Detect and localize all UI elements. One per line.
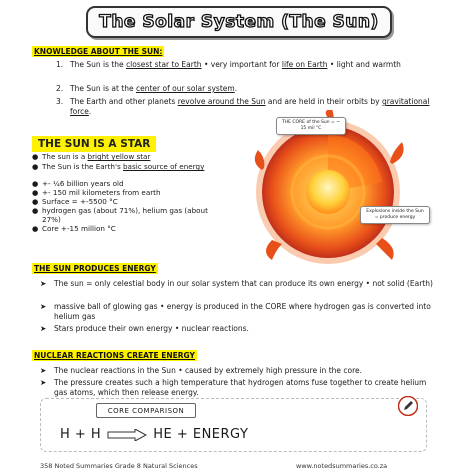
produces-item-text: massive ball of glowing gas • energy is produced in the CORE where hydrogen gas is converted into helium gas xyxy=(54,302,431,321)
bullet-icon: ● xyxy=(32,197,39,206)
nuclear-item-text: The nuclear reactions in the Sun • caused by extremely high pressure in the core. xyxy=(54,366,363,375)
yields-arrow-icon xyxy=(107,429,147,441)
text-run: The sun is a xyxy=(42,152,88,161)
core-temperature-callout: THE CORE of the Sun = ~ 15 mil °C xyxy=(276,117,346,135)
sun-core xyxy=(306,170,350,214)
footer-website: www.notedsummaries.co.za xyxy=(296,462,388,470)
bullet-text: hydrogen gas (about 71%), helium gas (about 27%) xyxy=(42,206,208,224)
text-run: • light and warmth xyxy=(327,60,401,69)
text-run: • very important for xyxy=(201,60,282,69)
core-comparison-label: CORE COMPARISON xyxy=(96,403,196,418)
text-run: and are held in their orbits by xyxy=(265,97,382,106)
knowledge-heading: KNOWLEDGE ABOUT THE SUN: xyxy=(34,47,163,56)
bullet-icon: ● xyxy=(32,206,39,215)
text-run: . xyxy=(234,84,238,93)
underlined-text: center of our solar system xyxy=(135,84,235,93)
text-run: The Sun is the xyxy=(70,60,127,69)
fusion-equation xyxy=(60,427,248,442)
bullet-text: Surface = +-5500 °C xyxy=(42,197,118,206)
knowledge-item-number: 1. xyxy=(56,60,64,69)
arrow-bullet-icon: ➤ xyxy=(40,302,47,311)
sun-star-heading: THE SUN IS A STAR xyxy=(32,136,156,152)
underlined-text: life on Earth xyxy=(281,60,328,69)
explosions-callout: Explosions inside the Sun = produce energy xyxy=(360,206,430,224)
equation-products: HE + ENERGY xyxy=(153,427,249,442)
text-run: The Sun is at the xyxy=(70,84,136,93)
page-title: The Solar System (The Sun) xyxy=(99,12,379,32)
arrow-bullet-icon: ➤ xyxy=(40,279,47,288)
produces-item-text: Stars produce their own energy • nuclear reactions. xyxy=(54,324,249,333)
equation-reactants: H + H xyxy=(60,427,102,442)
bullet-text: +- 150 mil kilometers from earth xyxy=(42,188,161,197)
text-run: . xyxy=(88,107,92,116)
bullet-icon: ● xyxy=(32,179,39,188)
produces-energy-heading: THE SUN PRODUCES ENERGY xyxy=(34,264,156,273)
underlined-text: revolve around the Sun xyxy=(177,97,266,106)
arrow-bullet-icon: ➤ xyxy=(40,324,47,333)
text-run: The Earth and other planets xyxy=(70,97,178,106)
underlined-text: gravitational force xyxy=(70,97,430,116)
bullet-icon: ● xyxy=(32,162,39,171)
arrow-bullet-icon: ➤ xyxy=(40,366,47,375)
bullet-icon: ● xyxy=(32,152,39,161)
underlined-text: closest star to Earth xyxy=(126,60,202,69)
bullet-icon: ● xyxy=(32,224,39,233)
knowledge-item-number: 2. xyxy=(56,84,64,93)
text-run: The Sun is the Earth's xyxy=(42,162,123,171)
underlined-text: basic source of energy xyxy=(123,162,205,171)
bullet-icon: ● xyxy=(32,188,39,197)
underlined-text: bright yellow star xyxy=(87,152,151,161)
nuclear-item-text: The pressure creates such a high temperature that hydrogen atoms fuse together to create helium gas atoms, which then release energy. xyxy=(54,378,427,397)
bullet-text: +- ¼6 billion years old xyxy=(42,179,124,188)
title-banner xyxy=(86,6,392,38)
knowledge-item-number: 3. xyxy=(56,97,64,106)
footer-left: 358 Noted Summaries Grade 8 Natural Sciences xyxy=(40,462,198,470)
produces-item-text: The sun = only celestial body in our solar system that can produce its own energy • not solid (Earth) xyxy=(54,279,433,288)
pencil-icon xyxy=(398,396,418,416)
arrow-bullet-icon: ➤ xyxy=(40,378,47,387)
bullet-text: Core +-15 million °C xyxy=(42,224,116,233)
nuclear-heading: NUCLEAR REACTIONS CREATE ENERGY xyxy=(34,351,195,360)
